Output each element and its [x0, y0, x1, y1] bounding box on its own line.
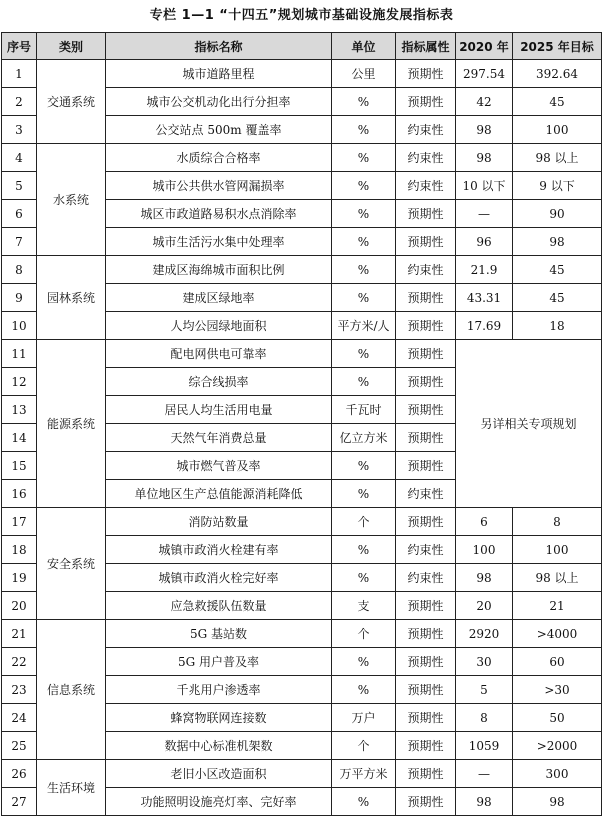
indicator-unit: %: [332, 648, 396, 676]
indicator-name: 5G 用户普及率: [106, 648, 332, 676]
table-caption: 专栏 1—1 “十四五”规划城市基础设施发展指标表: [149, 8, 454, 23]
indicator-name: 人均公园绿地面积: [106, 312, 332, 340]
indicator-unit: %: [332, 228, 396, 256]
energy-note: 另详相关专项规划: [456, 340, 602, 508]
indicator-attr: 约束性: [396, 256, 456, 284]
value-2020: 5: [456, 676, 513, 704]
value-2025: 100: [513, 536, 602, 564]
row-no: 1: [2, 60, 37, 88]
category-living: 生活环境: [37, 760, 106, 816]
indicator-attr: 预期性: [396, 284, 456, 312]
row-no: 18: [2, 536, 37, 564]
indicator-unit: %: [332, 480, 396, 508]
indicator-name: 天然气年消费总量: [106, 424, 332, 452]
indicator-name: 水质综合合格率: [106, 144, 332, 172]
value-2025: 98 以上: [513, 144, 602, 172]
header-no: 序号: [2, 33, 37, 60]
indicator-unit: %: [332, 340, 396, 368]
row-no: 2: [2, 88, 37, 116]
indicator-attr: 预期性: [396, 676, 456, 704]
indicator-unit: %: [332, 536, 396, 564]
row-no: 11: [2, 340, 37, 368]
row-no: 22: [2, 648, 37, 676]
table-row: [2, 760, 602, 788]
row-no: 14: [2, 424, 37, 452]
row-no: 13: [2, 396, 37, 424]
indicator-attr: 约束性: [396, 480, 456, 508]
indicator-name: 功能照明设施亮灯率、完好率: [106, 788, 332, 816]
indicator-unit: %: [332, 172, 396, 200]
indicator-unit: %: [332, 284, 396, 312]
indicator-unit: %: [332, 452, 396, 480]
indicator-name: 公交站点 500m 覆盖率: [106, 116, 332, 144]
row-no: 17: [2, 508, 37, 536]
category-garden: 园林系统: [37, 256, 106, 340]
indicator-attr: 预期性: [396, 452, 456, 480]
value-2020: 100: [456, 536, 513, 564]
value-2020: 42: [456, 88, 513, 116]
category-safety: 安全系统: [37, 508, 106, 620]
row-no: 9: [2, 284, 37, 312]
indicator-name: 千兆用户渗透率: [106, 676, 332, 704]
value-2020: 96: [456, 228, 513, 256]
header-2025: 2025 年目标: [513, 33, 602, 60]
indicator-name: 城市公共供水管网漏损率: [106, 172, 332, 200]
category-info: 信息系统: [37, 620, 106, 760]
indicator-attr: 预期性: [396, 88, 456, 116]
table-row: [2, 620, 602, 648]
category-water: 水系统: [37, 144, 106, 256]
value-2025: 90: [513, 200, 602, 228]
row-no: 3: [2, 116, 37, 144]
indicator-attr: 预期性: [396, 704, 456, 732]
row-no: 25: [2, 732, 37, 760]
indicator-name: 城镇市政消火栓完好率: [106, 564, 332, 592]
table-row: [2, 256, 602, 284]
indicator-attr: 预期性: [396, 592, 456, 620]
indicator-unit: %: [332, 564, 396, 592]
indicator-name: 建成区绿地率: [106, 284, 332, 312]
indicator-unit: 个: [332, 508, 396, 536]
value-2025: >30: [513, 676, 602, 704]
row-no: 6: [2, 200, 37, 228]
indicator-unit: %: [332, 256, 396, 284]
indicator-unit: 个: [332, 620, 396, 648]
value-2020: 98: [456, 788, 513, 816]
indicator-name: 应急救援队伍数量: [106, 592, 332, 620]
value-2025: 45: [513, 256, 602, 284]
category-energy: 能源系统: [37, 340, 106, 508]
value-2020: 20: [456, 592, 513, 620]
indicator-name: 城区市政道路易积水点消除率: [106, 200, 332, 228]
row-no: 15: [2, 452, 37, 480]
indicator-name: 城镇市政消火栓建有率: [106, 536, 332, 564]
header-category: 类别: [37, 33, 106, 60]
indicator-unit: 公里: [332, 60, 396, 88]
row-no: 21: [2, 620, 37, 648]
row-no: 19: [2, 564, 37, 592]
indicator-unit: %: [332, 200, 396, 228]
value-2025: 98: [513, 788, 602, 816]
value-2020: 98: [456, 564, 513, 592]
indicator-unit: 亿立方米: [332, 424, 396, 452]
indicator-unit: 平方米/人: [332, 312, 396, 340]
indicator-attr: 预期性: [396, 648, 456, 676]
indicator-name: 城市生活污水集中处理率: [106, 228, 332, 256]
value-2025: 45: [513, 88, 602, 116]
row-no: 27: [2, 788, 37, 816]
value-2025: 50: [513, 704, 602, 732]
indicator-attr: 预期性: [396, 760, 456, 788]
row-no: 5: [2, 172, 37, 200]
indicator-unit: %: [332, 144, 396, 172]
indicator-attr: 约束性: [396, 144, 456, 172]
indicator-attr: 约束性: [396, 172, 456, 200]
value-2020: 21.9: [456, 256, 513, 284]
indicator-name: 5G 基站数: [106, 620, 332, 648]
indicator-attr: 预期性: [396, 340, 456, 368]
value-2020: 8: [456, 704, 513, 732]
indicator-table: [1, 32, 602, 816]
row-no: 8: [2, 256, 37, 284]
indicator-attr: 约束性: [396, 564, 456, 592]
value-2020: 43.31: [456, 284, 513, 312]
indicator-unit: %: [332, 676, 396, 704]
indicator-unit: 个: [332, 732, 396, 760]
indicator-attr: 预期性: [396, 732, 456, 760]
indicator-attr: 预期性: [396, 200, 456, 228]
indicator-name: 城市公交机动化出行分担率: [106, 88, 332, 116]
value-2025: 18: [513, 312, 602, 340]
value-2020: 2920: [456, 620, 513, 648]
value-2025: 98 以上: [513, 564, 602, 592]
indicator-unit: %: [332, 368, 396, 396]
indicator-attr: 预期性: [396, 312, 456, 340]
indicator-attr: 预期性: [396, 620, 456, 648]
indicator-attr: 约束性: [396, 116, 456, 144]
value-2020: 1059: [456, 732, 513, 760]
indicator-name: 老旧小区改造面积: [106, 760, 332, 788]
indicator-attr: 预期性: [396, 60, 456, 88]
indicator-name: 蜂窝物联网连接数: [106, 704, 332, 732]
value-2020: 17.69: [456, 312, 513, 340]
indicator-attr: 约束性: [396, 536, 456, 564]
table-row: [2, 340, 602, 368]
value-2025: 100: [513, 116, 602, 144]
indicator-unit: 支: [332, 592, 396, 620]
row-no: 26: [2, 760, 37, 788]
indicator-unit: %: [332, 88, 396, 116]
header-row: [2, 33, 602, 60]
row-no: 4: [2, 144, 37, 172]
value-2020: 98: [456, 116, 513, 144]
header-2020: 2020 年: [456, 33, 513, 60]
category-traffic: 交通系统: [37, 60, 106, 144]
indicator-attr: 预期性: [396, 508, 456, 536]
table-row: [2, 508, 602, 536]
value-2025: >2000: [513, 732, 602, 760]
value-2025: 21: [513, 592, 602, 620]
row-no: 20: [2, 592, 37, 620]
value-2025: 60: [513, 648, 602, 676]
indicator-name: 建成区海绵城市面积比例: [106, 256, 332, 284]
value-2025: 8: [513, 508, 602, 536]
row-no: 24: [2, 704, 37, 732]
indicator-name: 城市燃气普及率: [106, 452, 332, 480]
table-row: [2, 60, 602, 88]
table-row: [2, 144, 602, 172]
value-2020: —: [456, 760, 513, 788]
value-2025: 392.64: [513, 60, 602, 88]
value-2020: 30: [456, 648, 513, 676]
indicator-unit: 万户: [332, 704, 396, 732]
value-2025: 98: [513, 228, 602, 256]
value-2020: 297.54: [456, 60, 513, 88]
indicator-attr: 预期性: [396, 788, 456, 816]
value-2025: >4000: [513, 620, 602, 648]
indicator-unit: %: [332, 116, 396, 144]
indicator-name: 数据中心标准机架数: [106, 732, 332, 760]
indicator-unit: 万平方米: [332, 760, 396, 788]
value-2020: 98: [456, 144, 513, 172]
row-no: 16: [2, 480, 37, 508]
value-2025: 9 以下: [513, 172, 602, 200]
value-2020: 10 以下: [456, 172, 513, 200]
value-2025: 300: [513, 760, 602, 788]
value-2020: 6: [456, 508, 513, 536]
value-2025: 45: [513, 284, 602, 312]
indicator-name: 消防站数量: [106, 508, 332, 536]
header-name: 指标名称: [106, 33, 332, 60]
value-2020: —: [456, 200, 513, 228]
indicator-name: 单位地区生产总值能源消耗降低: [106, 480, 332, 508]
indicator-unit: %: [332, 788, 396, 816]
indicator-unit: 千瓦时: [332, 396, 396, 424]
indicator-attr: 预期性: [396, 424, 456, 452]
indicator-name: 综合线损率: [106, 368, 332, 396]
row-no: 10: [2, 312, 37, 340]
header-attr: 指标属性: [396, 33, 456, 60]
indicator-attr: 预期性: [396, 396, 456, 424]
indicator-attr: 预期性: [396, 368, 456, 396]
indicator-name: 配电网供电可靠率: [106, 340, 332, 368]
row-no: 7: [2, 228, 37, 256]
row-no: 12: [2, 368, 37, 396]
indicator-name: 城市道路里程: [106, 60, 332, 88]
row-no: 23: [2, 676, 37, 704]
indicator-name: 居民人均生活用电量: [106, 396, 332, 424]
indicator-attr: 预期性: [396, 228, 456, 256]
header-unit: 单位: [332, 33, 396, 60]
